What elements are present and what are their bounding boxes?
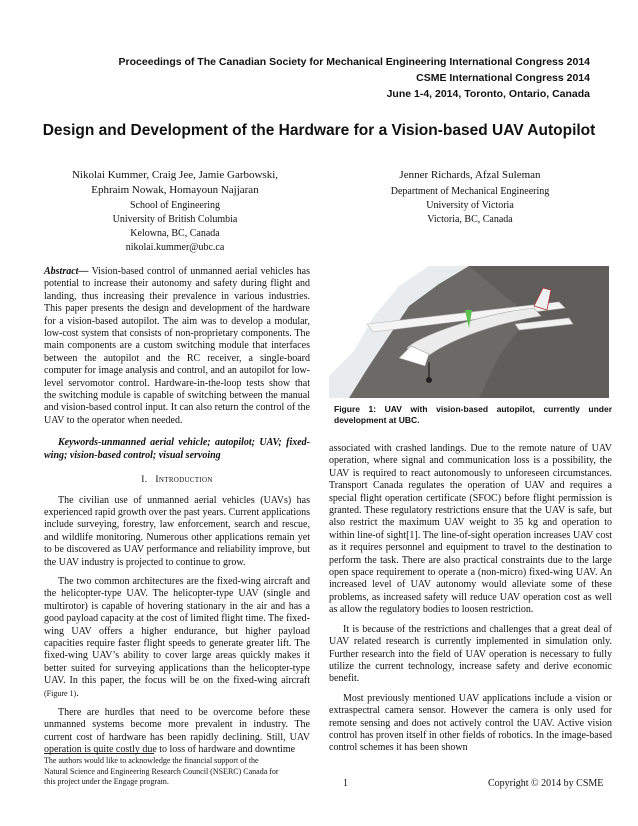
intro-paragraph-2 (44, 576, 310, 700)
uav-wheel (426, 377, 432, 383)
affiliation-dept-2: Department of Mechanical Engineering (390, 185, 550, 197)
proceedings-header (119, 54, 590, 102)
affiliation-univ-2: University of Victoria (426, 199, 514, 211)
right-paragraph-1: associated with crashed landings. Due to the remote nature of UAV operation, where signal and communication loss is a possibility, the UAV is required to react autonomously to unforeseen circumstances. Transport Canada regulates the operation of UAV and requires a special flight operation certificate (SFOC) before flight permission is granted. These regulatory restrictions ensure that the UAV is safe, but also restrict the maximum UAV weight to 35 kg and operation to within line-of sight[1]. The line-of-sight operation increases UAV cost as it requires personnel and equipment to travel to the destination to perform the task. There are also practical constraints due to the large open space requirement to operate a (non-micro) fixed-wing UAV. An increased level of UAV autonomy would alleviate some of these problems, as increased safety will reduce UAV operation cost as well as allow the regulatory bodies to loosen restriction. (329, 443, 612, 616)
right-paragraph-2: It is because of the restrictions and challenges that a great deal of UAV related research is currently implemented in simulation only. Further research into the field of UAV operation is necessary to fully utilize the current technology, increase safety and derive economic benefit. (329, 623, 612, 685)
abstract (44, 266, 310, 427)
affiliation-univ: University of British Columbia (112, 214, 238, 225)
uav-photo (329, 266, 609, 398)
footnote-line-1: The authors would like to acknowledge the financial support of the (44, 756, 259, 765)
intro-paragraph-1: The civilian use of unmanned aerial vehicles (UAVs) has experienced rapid growth over the past years. Current applications include surveying, forestry, law enforcement, search and rescue, and wildlife monitoring. Numerous other applications remain yet to be discovered as UAV performance and reliability improve, but the UAV industry is projected to continue to grow. (44, 494, 310, 568)
section-heading-introduction (44, 474, 310, 486)
abstract-text: Vision-based control of unmanned aerial vehicles has potential to increase their autonomy and safety during flight and landing, thus increasing their prevalence in various industries. This paper presents the design and development of the hardware for a vision-based autopilot. The aim was to develop a modular, low-cost system that consists of non-proprietary components. The main components are a custom switching module that interfaces between the autopilot and the RC receiver, a single-board computer for image analysis and control, and an autopilot for low-level servomotor control. Hardware-in-the-loop tests show that the switching module is capable of switching between the manual and vision-based control input. It can also return the control of the UAV to the operator when needed. (44, 266, 310, 426)
figure-caption: Figure 1: UAV with vision-based autopilot, currently under development at UBC. (334, 404, 612, 425)
header-line-2: CSME International Congress 2014 (416, 72, 590, 84)
footnote-line-3: this project under the Engage program. (44, 777, 169, 786)
author-email[interactable]: nikolai.kummer@ubc.ca (125, 242, 225, 253)
author-names-1: Nikolai Kummer, Craig Jee, Jamie Garbowski, (71, 169, 279, 181)
author-block-ubc (40, 168, 310, 255)
affiliation-dept: School of Engineering (130, 200, 220, 211)
abstract-label: Abstract— (44, 266, 89, 277)
intro-paragraph-2-text: The two common architectures are the fixed-wing aircraft and the helicopter-type UAV. The helicopter-type UAV (single and multirotor) is capable of hovering stationary in the air and has a good payload capacity at the cost of limited flight time. The fixed-wing UAV offers a higher endurance, but higher payload capacities require faster flight speeds to generate greater lift. The fixed-wing UAV’s ability to cover large areas quickly makes it better suited for surveying applications than the helicopter-type UAV. In this paper, the focus will be on the fixed-wing aircraft (44, 575, 310, 687)
author-names-3: Jenner Richards, Afzal Suleman (399, 169, 541, 181)
right-paragraph-3: Most previously mentioned UAV applications include a vision or extraspectral camera sensor. However the camera is only used for remote sensing and does not actively control the UAV. Active vision control has proven itself in other fields of robotics. In the image-based control schemes it has been shown (329, 692, 612, 754)
intro-paragraph-3: There are hurdles that need to be overcome before these unmanned systems become more prevalent in industry. The current cost of hardware has been rapidly declining. Still, UAV operation is quite costly due to loss of hardware and downtime (44, 707, 310, 756)
author-block-uvic (330, 168, 610, 227)
affiliation-city: Kelowna, BC, Canada (130, 228, 220, 239)
affiliation-city-2: Victoria, BC, Canada (427, 213, 513, 225)
copyright-notice: Copyright © 2014 by CSME (488, 778, 604, 789)
paper-title: Design and Development of the Hardware for a Vision-based UAV Autopilot (42, 122, 596, 139)
uav-photo-illustration (329, 266, 609, 398)
author-names-2: Ephraim Nowak, Homayoun Najjaran (91, 183, 259, 196)
intro-paragraph-2-end: . (76, 687, 79, 699)
footnote-divider (44, 753, 154, 754)
keywords: Keywords-unmanned aerial vehicle; autopilot; UAV; fixed-wing; vision-based control; visual servoing (44, 437, 310, 461)
page-number: 1 (343, 778, 348, 789)
section-number: I. (141, 475, 148, 486)
header-line-1: Proceedings of The Canadian Society for Mechanical Engineering International Congress 2014 (118, 56, 590, 68)
header-line-3: June 1-4, 2014, Toronto, Ontario, Canada (386, 88, 590, 100)
footnote-line-2: Natural Science and Engineering Research Council (NSERC) Canada for (44, 766, 279, 776)
right-column (329, 443, 612, 762)
left-column (44, 266, 310, 764)
figure-reference[interactable]: (Figure 1) (44, 688, 77, 698)
section-title: Introduction (155, 475, 213, 486)
footnote (44, 756, 304, 788)
